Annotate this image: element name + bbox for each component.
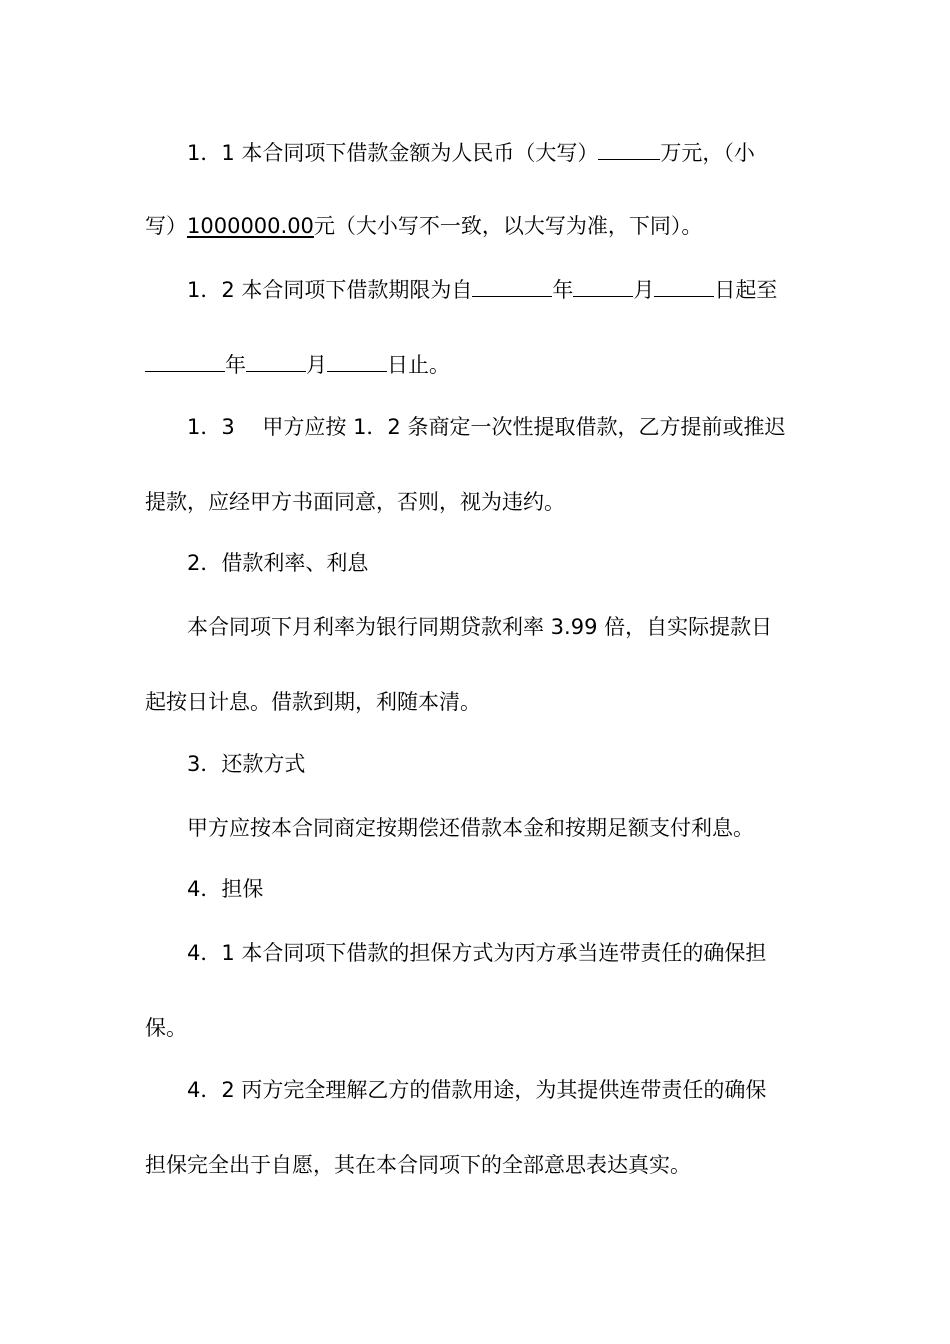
section-2-line1: 本合同项下月利率为银行同期贷款利率 3.99 倍，自实际提款日 xyxy=(187,615,773,639)
section-3-body: 甲方应按本合同商定按期偿还借款本金和按期足额支付利息。 xyxy=(187,816,754,840)
month-label: 月 xyxy=(633,278,655,302)
clause-4-2-line1: 4．2 丙方完全理解乙方的借款用途，为其提供连带责任的确保 xyxy=(187,1078,767,1102)
clause-1-1-text-d: 元（大小写不一致，以大写为准，下同）。 xyxy=(313,214,703,238)
clause-1-3-line1: 1．3 甲方应按 1．2 条商定一次性提取借款，乙方提前或推迟 xyxy=(187,415,786,439)
year-label: 年 xyxy=(552,278,574,302)
blank-start-day xyxy=(654,274,714,297)
section-3-heading: 3．还款方式 xyxy=(187,752,306,776)
day-start-label: 日起至 xyxy=(714,278,778,302)
clause-4-1-line1: 4．1 本合同项下借款的担保方式为丙方承当连带责任的确保担 xyxy=(187,941,767,965)
clause-4-2-line2: 担保完全出于自愿，其在本合同项下的全部意思表达真实。 xyxy=(145,1153,691,1177)
clause-4-1-line2: 保。 xyxy=(145,1016,187,1040)
clause-1-2-text-a: 1．2 本合同项下借款期限为自 xyxy=(187,278,473,302)
blank-end-year xyxy=(145,349,225,372)
clause-1-1-line1 xyxy=(187,137,805,168)
clause-1-2-line2 xyxy=(145,349,805,380)
blank-start-month xyxy=(573,274,633,297)
blank-end-day xyxy=(327,349,387,372)
clause-1-1-text-a: 1．1 本合同项下借款金额为人民币（大写） xyxy=(187,141,599,165)
blank-start-year xyxy=(472,274,552,297)
section-2-heading: 2．借款利率、利息 xyxy=(187,551,369,575)
year-label-end: 年 xyxy=(225,353,246,377)
amount-lowercase: 1000000.00 xyxy=(187,214,314,238)
clause-1-1-text-c: 写） xyxy=(145,214,187,238)
blank-end-month xyxy=(246,349,306,372)
section-2-line2: 起按日计息。借款到期，利随本清。 xyxy=(145,690,481,714)
clause-1-2-line1 xyxy=(187,274,805,305)
month-label-end: 月 xyxy=(306,353,327,377)
day-end-label: 日止。 xyxy=(387,353,450,377)
clause-1-1-line2 xyxy=(145,211,805,241)
clause-1-3-line2: 提款，应经甲方书面同意，否则，视为违约。 xyxy=(145,490,565,514)
section-4-heading: 4．担保 xyxy=(187,877,264,901)
clause-1-1-text-b: 万元，（小 xyxy=(660,141,755,165)
blank-amount-uppercase xyxy=(598,137,660,160)
